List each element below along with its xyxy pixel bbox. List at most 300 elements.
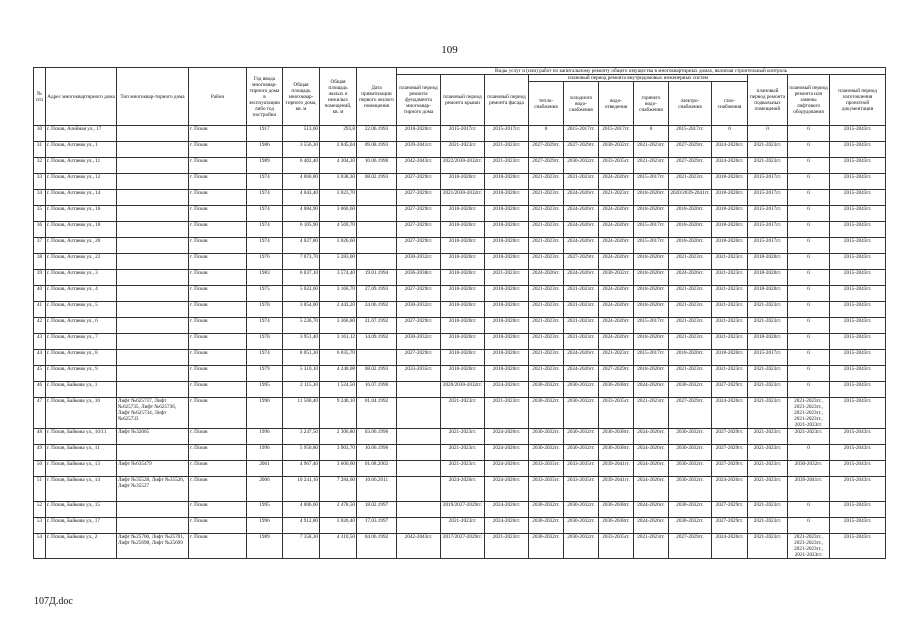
row-type: Лифт №625737, Лифт №625735, Лифт №625736, Лифт №625734, Лифт №625733 bbox=[117, 398, 189, 429]
row-facade: 2024-2026гг. bbox=[485, 382, 529, 398]
row-type bbox=[117, 286, 189, 302]
row-lift: 2021-2023гг., 2021-2023гг., 2021-2023гг., 2021-2023гг. bbox=[788, 534, 830, 559]
row-type bbox=[117, 334, 189, 350]
row-total-area: 5 236,70 bbox=[283, 318, 320, 334]
table-row bbox=[34, 477, 886, 502]
table-row bbox=[34, 254, 886, 270]
row-roof: 2020/2030-2032гг. bbox=[441, 382, 485, 398]
row-res-area: 1 524,50 bbox=[320, 382, 357, 398]
row-district: г. Псков bbox=[189, 206, 247, 222]
row-foundation bbox=[397, 382, 441, 398]
row-gas: 2021-2023гг. bbox=[712, 318, 748, 334]
row-number: 35 bbox=[34, 206, 46, 222]
table-row bbox=[34, 190, 886, 206]
row-priv-date: 04.06.1992 bbox=[357, 534, 397, 559]
row-priv-date bbox=[357, 190, 397, 206]
row-cold: 2024-2026гг. bbox=[564, 190, 599, 206]
row-hot: 2018-2020гг. bbox=[634, 286, 669, 302]
row-district: г. Псков bbox=[189, 518, 247, 534]
row-electric: 2018-2020гг. bbox=[669, 222, 712, 238]
row-hot: 2021-2023гг. bbox=[634, 398, 669, 429]
row-lift: 2021-2023гг. bbox=[788, 429, 830, 445]
row-priv-date: 01.08.2002 bbox=[357, 461, 397, 477]
row-res-area: 3 161,12 bbox=[320, 334, 357, 350]
row-number: 31 bbox=[34, 142, 46, 158]
row-docs: 2015-2043гг. bbox=[830, 398, 886, 429]
header-electric: электро-снабжения bbox=[669, 82, 712, 126]
row-total-area: 7 358,30 bbox=[283, 534, 320, 559]
row-foundation bbox=[397, 429, 441, 445]
row-address: г. Псков, Алтаева ул., 14 bbox=[46, 190, 117, 206]
row-res-area: 3 026,40 bbox=[320, 518, 357, 534]
row-roof: 2018-2020гг. bbox=[441, 318, 485, 334]
row-sewer: 2036-2038гг. bbox=[599, 382, 634, 398]
row-basement: 2021-2023гг. bbox=[748, 477, 788, 502]
row-year: 1995 bbox=[247, 382, 283, 398]
row-basement: 2015-2017гг. bbox=[748, 190, 788, 206]
header-priv-date: Дата приватизации первого жилого помещения bbox=[357, 68, 397, 126]
row-docs: 2015-2043гг. bbox=[830, 445, 886, 461]
row-type bbox=[117, 270, 189, 286]
row-address: г. Псков, Байкова ул., 15 bbox=[46, 502, 117, 518]
row-foundation: 2027-2029гг. bbox=[397, 238, 441, 254]
row-number: 30 bbox=[34, 126, 46, 142]
row-docs: 2015-2043гг. bbox=[830, 238, 886, 254]
row-sewer: 2021-2023гг. bbox=[599, 190, 634, 206]
row-roof: 2018-2020гг. bbox=[441, 206, 485, 222]
row-res-area: 293,8 bbox=[320, 126, 357, 142]
row-gas: 0 bbox=[712, 126, 748, 142]
row-year: 1996 bbox=[247, 445, 283, 461]
row-res-area: 3 023,70 bbox=[320, 190, 357, 206]
row-foundation bbox=[397, 461, 441, 477]
row-sewer: 2024-2026гг. bbox=[599, 334, 634, 350]
row-lift: 0 bbox=[788, 502, 830, 518]
row-heat: 2021-2023гг. bbox=[529, 254, 564, 270]
row-total-area: 5 310,10 bbox=[283, 366, 320, 382]
footer-filename: 107Д.doc bbox=[34, 596, 73, 607]
row-sewer: 2024-2026гг. bbox=[599, 318, 634, 334]
row-district: г. Псков bbox=[189, 366, 247, 382]
row-type: Лифт №35528, Лифт №35526, Лифт №35527 bbox=[117, 477, 189, 502]
table-row bbox=[34, 461, 886, 477]
row-year: 1978 bbox=[247, 302, 283, 318]
row-cold: 2027-2029гг. bbox=[564, 254, 599, 270]
row-gas: 2024-2026гг. bbox=[712, 477, 748, 502]
row-lift: 0 bbox=[788, 206, 830, 222]
row-total-area: 4 084,90 bbox=[283, 206, 320, 222]
row-district: г. Псков bbox=[189, 398, 247, 429]
table-row bbox=[34, 350, 886, 366]
row-foundation bbox=[397, 477, 441, 502]
row-number: 36 bbox=[34, 222, 46, 238]
row-roof: 2021-2023гг. bbox=[441, 398, 485, 429]
row-priv-date: 27.09.1993 bbox=[357, 286, 397, 302]
row-address: г. Псков, Алтаева ул., 1 bbox=[46, 142, 117, 158]
row-number: 41 bbox=[34, 302, 46, 318]
row-total-area: 3 054,00 bbox=[283, 302, 320, 318]
row-res-area: 2 306,80 bbox=[320, 429, 357, 445]
row-heat: 2024-2026гг. bbox=[529, 270, 564, 286]
row-hot: 2018-2020гг. bbox=[634, 190, 669, 206]
row-address: г. Псков, Алтаева ул., 6 bbox=[46, 318, 117, 334]
row-address: г. Псков, Байкова ул., 14 bbox=[46, 477, 117, 502]
row-address: г. Псков, Алтаева ул., 4 bbox=[46, 286, 117, 302]
row-address: г. Псков, Алтаева ул., 9 bbox=[46, 366, 117, 382]
row-sewer: 2015-2017гг. bbox=[599, 126, 634, 142]
row-cold: 2027-2029гг. bbox=[564, 142, 599, 158]
row-cold: 2024-2026гг. bbox=[564, 366, 599, 382]
row-year: 1974 bbox=[247, 206, 283, 222]
header-total-area: Общая площадь многоквар-тирного дома, кв. м bbox=[283, 68, 320, 126]
row-address: г. Псков, Алтаева ул., 20 bbox=[46, 238, 117, 254]
row-electric: 2021-2023гг. bbox=[669, 366, 712, 382]
row-year: 2006 bbox=[247, 477, 283, 502]
row-hot: 2024-2026гг. bbox=[634, 518, 669, 534]
row-number: 39 bbox=[34, 270, 46, 286]
row-heat: 2030-2032гг. bbox=[529, 398, 564, 429]
row-facade: 2018-2020гг. bbox=[485, 334, 529, 350]
header-lift: плановый период ремонта или замены лифтового оборудования bbox=[788, 75, 830, 126]
row-total-area: 6 402,40 bbox=[283, 158, 320, 174]
row-cold: 2021-2023гг. bbox=[564, 174, 599, 190]
row-district: г. Псков bbox=[189, 126, 247, 142]
row-electric: 2020/2039-2041гг. bbox=[669, 190, 712, 206]
row-facade: 2015-2017гг. bbox=[485, 126, 529, 142]
row-year: 1986 bbox=[247, 142, 283, 158]
row-year: 1974 bbox=[247, 350, 283, 366]
row-sewer: 2024-2026гг. bbox=[599, 254, 634, 270]
header-docs: плановый период изготовления проектной документации bbox=[830, 75, 886, 126]
row-electric: 2018-2020гг. bbox=[669, 238, 712, 254]
row-gas: 2021-2023гг. bbox=[712, 270, 748, 286]
row-sewer: 2036-2038гг. bbox=[599, 502, 634, 518]
row-year: 1974 bbox=[247, 174, 283, 190]
header-sewer: водо-отведения bbox=[599, 82, 634, 126]
row-res-area: 3 600,60 bbox=[320, 461, 357, 477]
page-number: 109 bbox=[441, 44, 458, 56]
row-docs: 2015-2043гг. bbox=[830, 318, 886, 334]
row-gas: 2024-2026гг. bbox=[712, 398, 748, 429]
row-roof: 2018-2020гг. bbox=[441, 302, 485, 318]
row-docs: 2015-2043гг. bbox=[830, 254, 886, 270]
row-total-area: 2 115,30 bbox=[283, 382, 320, 398]
row-year: 1974 bbox=[247, 190, 283, 206]
row-priv-date: 16.07.1996 bbox=[357, 382, 397, 398]
row-total-area: 11 560,40 bbox=[283, 398, 320, 429]
row-cold: 2030-2032гг. bbox=[564, 382, 599, 398]
row-docs: 2015-2043гг. bbox=[830, 350, 886, 366]
row-hot: 2024-2026гг. bbox=[634, 461, 669, 477]
row-heat: 0 bbox=[529, 126, 564, 142]
row-hot: 2021-2023гг. bbox=[634, 534, 669, 559]
row-lift: 0 bbox=[788, 222, 830, 238]
row-electric: 2030-2032гг. bbox=[669, 429, 712, 445]
row-lift: 0 bbox=[788, 302, 830, 318]
row-foundation: 2030-2032гг. bbox=[397, 302, 441, 318]
header-heat: тепло-снабжения bbox=[529, 82, 564, 126]
row-total-area: 7 073,70 bbox=[283, 254, 320, 270]
row-year: 1990 bbox=[247, 398, 283, 429]
row-gas: 2018-2020гг. bbox=[712, 206, 748, 222]
table-body bbox=[34, 126, 886, 559]
table-row bbox=[34, 518, 886, 534]
row-number: 40 bbox=[34, 286, 46, 302]
row-priv-date: 17.03.1997 bbox=[357, 518, 397, 534]
capital-repair-table bbox=[33, 67, 886, 559]
row-hot: 2018-2020гг. bbox=[634, 206, 669, 222]
row-address: г. Псков, Алтаева ул., 18 bbox=[46, 222, 117, 238]
row-hot: 2021-2023гг. bbox=[634, 142, 669, 158]
row-year: 1989 bbox=[247, 534, 283, 559]
row-electric: 2030-2032гг. bbox=[669, 445, 712, 461]
row-res-area: 2 845,04 bbox=[320, 142, 357, 158]
row-facade: 2021-2023гг. bbox=[485, 142, 529, 158]
row-number: 33 bbox=[34, 174, 46, 190]
row-number: 49 bbox=[34, 445, 46, 461]
row-foundation: 2027-2029гг. bbox=[397, 190, 441, 206]
table-row bbox=[34, 238, 886, 254]
row-foundation: 2027-2029гг. bbox=[397, 350, 441, 366]
row-basement: 2015-2017гг. bbox=[748, 350, 788, 366]
row-facade: 2018-2020гг. bbox=[485, 366, 529, 382]
table-row bbox=[34, 126, 886, 142]
row-foundation: 2042-2043гг. bbox=[397, 158, 441, 174]
row-type bbox=[117, 302, 189, 318]
row-facade: 2024-2026гг. bbox=[485, 429, 529, 445]
row-address: г. Псков, Алтаева ул., 3 bbox=[46, 270, 117, 286]
row-type bbox=[117, 206, 189, 222]
row-electric: 2021-2023гг. bbox=[669, 302, 712, 318]
row-total-area: 513,60 bbox=[283, 126, 320, 142]
row-district: г. Псков bbox=[189, 286, 247, 302]
row-docs: 2015-2043гг. bbox=[830, 461, 886, 477]
row-heat: 2030-2032гг. bbox=[529, 534, 564, 559]
row-lift: 0 bbox=[788, 238, 830, 254]
row-district: г. Псков bbox=[189, 534, 247, 559]
row-sewer: 2027-2029гг. bbox=[599, 366, 634, 382]
row-number: 34 bbox=[34, 190, 46, 206]
row-res-area: 4 248,08 bbox=[320, 366, 357, 382]
row-lift: 0 bbox=[788, 382, 830, 398]
row-type bbox=[117, 142, 189, 158]
row-docs: 2015-2043гг. bbox=[830, 222, 886, 238]
row-docs: 2015-2043гг. bbox=[830, 429, 886, 445]
row-heat: 2021-2023гг. bbox=[529, 318, 564, 334]
row-priv-date bbox=[357, 254, 397, 270]
row-lift: 0 bbox=[788, 142, 830, 158]
row-foundation: 2027-2029гг. bbox=[397, 318, 441, 334]
row-number: 45 bbox=[34, 366, 46, 382]
row-roof: 2019/2027-2029гг. bbox=[441, 502, 485, 518]
row-priv-date: 08.02.1993 bbox=[357, 174, 397, 190]
row-electric: 2021-2023гг. bbox=[669, 286, 712, 302]
row-basement: 2021-2023гг. bbox=[748, 302, 788, 318]
row-res-area: 3 574,40 bbox=[320, 270, 357, 286]
row-total-area: 4 006,60 bbox=[283, 502, 320, 518]
row-priv-date: 09.08.1993 bbox=[357, 142, 397, 158]
row-year: 1978 bbox=[247, 334, 283, 350]
row-basement: 2021-2023гг. bbox=[748, 445, 788, 461]
row-roof: 2018-2020гг. bbox=[441, 238, 485, 254]
table-row bbox=[34, 270, 886, 286]
table-row bbox=[34, 286, 886, 302]
row-number: 50 bbox=[34, 461, 46, 477]
row-heat: 2021-2023гг. bbox=[529, 190, 564, 206]
row-district: г. Псков bbox=[189, 461, 247, 477]
row-hot: 2015-2017гг. bbox=[634, 238, 669, 254]
header-works-group: Виды услуг и (или) работ по капитальному ремонту общего имущества в многоквартирных домах, включая строительный контроль bbox=[397, 68, 886, 75]
row-res-area: 6 035,70 bbox=[320, 350, 357, 366]
row-electric: 2027-2029гг. bbox=[669, 142, 712, 158]
row-priv-date bbox=[357, 206, 397, 222]
row-electric: 2021-2023гг. bbox=[669, 334, 712, 350]
row-facade: 2024-2026гг. bbox=[485, 502, 529, 518]
row-foundation bbox=[397, 398, 441, 429]
row-gas: 2024-2026гг. bbox=[712, 158, 748, 174]
row-facade: 2018-2020гг. bbox=[485, 286, 529, 302]
row-district: г. Псков bbox=[189, 270, 247, 286]
row-lift: 0 bbox=[788, 270, 830, 286]
row-basement: 2018-2020гг. bbox=[748, 270, 788, 286]
row-gas: 2027-2029гг. bbox=[712, 518, 748, 534]
row-facade: 2018-2020гг. bbox=[485, 254, 529, 270]
row-cold: 2024-2026гг. bbox=[564, 350, 599, 366]
row-cold: 2030-2032гг. bbox=[564, 429, 599, 445]
row-foundation: 2027-2029гг. bbox=[397, 222, 441, 238]
row-type bbox=[117, 254, 189, 270]
row-heat: 2021-2023гг. bbox=[529, 302, 564, 318]
row-heat: 2030-2032гг. bbox=[529, 445, 564, 461]
table-row bbox=[34, 445, 886, 461]
row-res-area: 3 360,80 bbox=[320, 318, 357, 334]
row-basement: 2021-2023гг. bbox=[748, 398, 788, 429]
row-roof: 2021-2023гг. bbox=[441, 445, 485, 461]
row-cold: 2030-2032гг. bbox=[564, 445, 599, 461]
row-cold: 2033-2035гг. bbox=[564, 461, 599, 477]
row-hot: 2024-2026гг. bbox=[634, 477, 669, 502]
row-district: г. Псков bbox=[189, 222, 247, 238]
row-lift: 0 bbox=[788, 190, 830, 206]
row-facade: 2018-2020гг. bbox=[485, 174, 529, 190]
row-total-area: 5 950,80 bbox=[283, 445, 320, 461]
header-num: № п/п bbox=[34, 68, 46, 126]
row-cold: 2030-2032гг. bbox=[564, 534, 599, 559]
row-res-area: 3 166,70 bbox=[320, 286, 357, 302]
row-total-area: 4 060,80 bbox=[283, 174, 320, 190]
row-basement: 2015-2017гг. bbox=[748, 174, 788, 190]
row-heat: 2021-2023гг. bbox=[529, 334, 564, 350]
row-number: 51 bbox=[34, 477, 46, 502]
row-facade: 2018-2020гг. bbox=[485, 206, 529, 222]
row-docs: 2015-2043гг. bbox=[830, 534, 886, 559]
row-total-area: 6 105,90 bbox=[283, 222, 320, 238]
row-hot: 2018-2020гг. bbox=[634, 254, 669, 270]
row-docs: 2015-2043гг. bbox=[830, 158, 886, 174]
row-number: 43 bbox=[34, 334, 46, 350]
row-basement: 2018-2020гг. bbox=[748, 334, 788, 350]
row-district: г. Псков bbox=[189, 158, 247, 174]
row-address: г. Псков, Алейная ул., 17 bbox=[46, 126, 117, 142]
row-roof: 2021-2023гг. bbox=[441, 142, 485, 158]
row-address: г. Псков, Алтаева ул., 12 bbox=[46, 174, 117, 190]
row-type bbox=[117, 350, 189, 366]
row-lift: 0 bbox=[788, 350, 830, 366]
row-basement: 2021-2023гг. bbox=[748, 142, 788, 158]
header-address: Адрес многоквартирного дома bbox=[46, 68, 117, 126]
row-docs: 2015-2043гг. bbox=[830, 302, 886, 318]
row-hot: 2018-2020гг. bbox=[634, 270, 669, 286]
row-number: 32 bbox=[34, 158, 46, 174]
row-type bbox=[117, 222, 189, 238]
row-facade: 2018-2020гг. bbox=[485, 190, 529, 206]
row-electric: 2027-2029гг. bbox=[669, 158, 712, 174]
row-lift: 2039-2041гг. bbox=[788, 477, 830, 502]
row-heat: 2027-2029гг. bbox=[529, 158, 564, 174]
row-roof: 2021-2023гг. bbox=[441, 461, 485, 477]
header-roof: плановый период ремонта крыши bbox=[441, 75, 485, 126]
row-total-area: 3 556,30 bbox=[283, 142, 320, 158]
row-district: г. Псков bbox=[189, 318, 247, 334]
row-number: 42 bbox=[34, 318, 46, 334]
row-gas: 2027-2029гг. bbox=[712, 429, 748, 445]
row-priv-date: 24.06.1992 bbox=[357, 302, 397, 318]
row-number: 38 bbox=[34, 254, 46, 270]
row-district: г. Псков bbox=[189, 382, 247, 398]
row-sewer: 2033-2035гг. bbox=[599, 398, 634, 429]
row-docs: 2015-2043гг. bbox=[830, 190, 886, 206]
row-year: 1983 bbox=[247, 270, 283, 286]
row-lift: 0 bbox=[788, 174, 830, 190]
row-district: г. Псков bbox=[189, 350, 247, 366]
row-electric: 2030-2032гг. bbox=[669, 502, 712, 518]
row-docs: 2015-2043гг. bbox=[830, 142, 886, 158]
row-gas: 2027-2029гг. bbox=[712, 461, 748, 477]
row-priv-date: 21.07.1992 bbox=[357, 318, 397, 334]
table-row bbox=[34, 158, 886, 174]
row-facade: 2018-2020гг. bbox=[485, 302, 529, 318]
row-address: г. Псков, Алтаева ул., 7 bbox=[46, 334, 117, 350]
row-priv-date: 18.02.1997 bbox=[357, 502, 397, 518]
table-row bbox=[34, 318, 886, 334]
row-priv-date: 01.04.1992 bbox=[357, 398, 397, 429]
row-roof: 2018-2020гг. bbox=[441, 222, 485, 238]
row-lift: 2030-2032гг. bbox=[788, 461, 830, 477]
row-gas: 2024-2026гг. bbox=[712, 142, 748, 158]
row-year: 1917 bbox=[247, 126, 283, 142]
row-roof: 2018-2020гг. bbox=[441, 174, 485, 190]
row-sewer: 2021-2023гг. bbox=[599, 350, 634, 366]
row-total-area: 10 241,10 bbox=[283, 477, 320, 502]
row-heat: 2021-2023гг. bbox=[529, 286, 564, 302]
row-roof: 2018-2020гг. bbox=[441, 254, 485, 270]
row-priv-date: 10.06.1996 bbox=[357, 158, 397, 174]
row-gas: 2018-2020гг. bbox=[712, 222, 748, 238]
row-priv-date bbox=[357, 350, 397, 366]
row-sewer: 2024-2026гг. bbox=[599, 206, 634, 222]
row-priv-date: 19.01.1994 bbox=[357, 270, 397, 286]
row-electric: 2021-2023гг. bbox=[669, 318, 712, 334]
row-hot: 2015-2017гг. bbox=[634, 350, 669, 366]
table-header bbox=[34, 68, 886, 126]
row-electric: 2030-2032гг. bbox=[669, 382, 712, 398]
row-lift: 0 bbox=[788, 158, 830, 174]
table-row bbox=[34, 382, 886, 398]
row-facade: 2024-2026гг. bbox=[485, 445, 529, 461]
row-hot: 2024-2026гг. bbox=[634, 502, 669, 518]
row-gas: 2021-2023гг. bbox=[712, 366, 748, 382]
row-gas: 2018-2020гг. bbox=[712, 238, 748, 254]
